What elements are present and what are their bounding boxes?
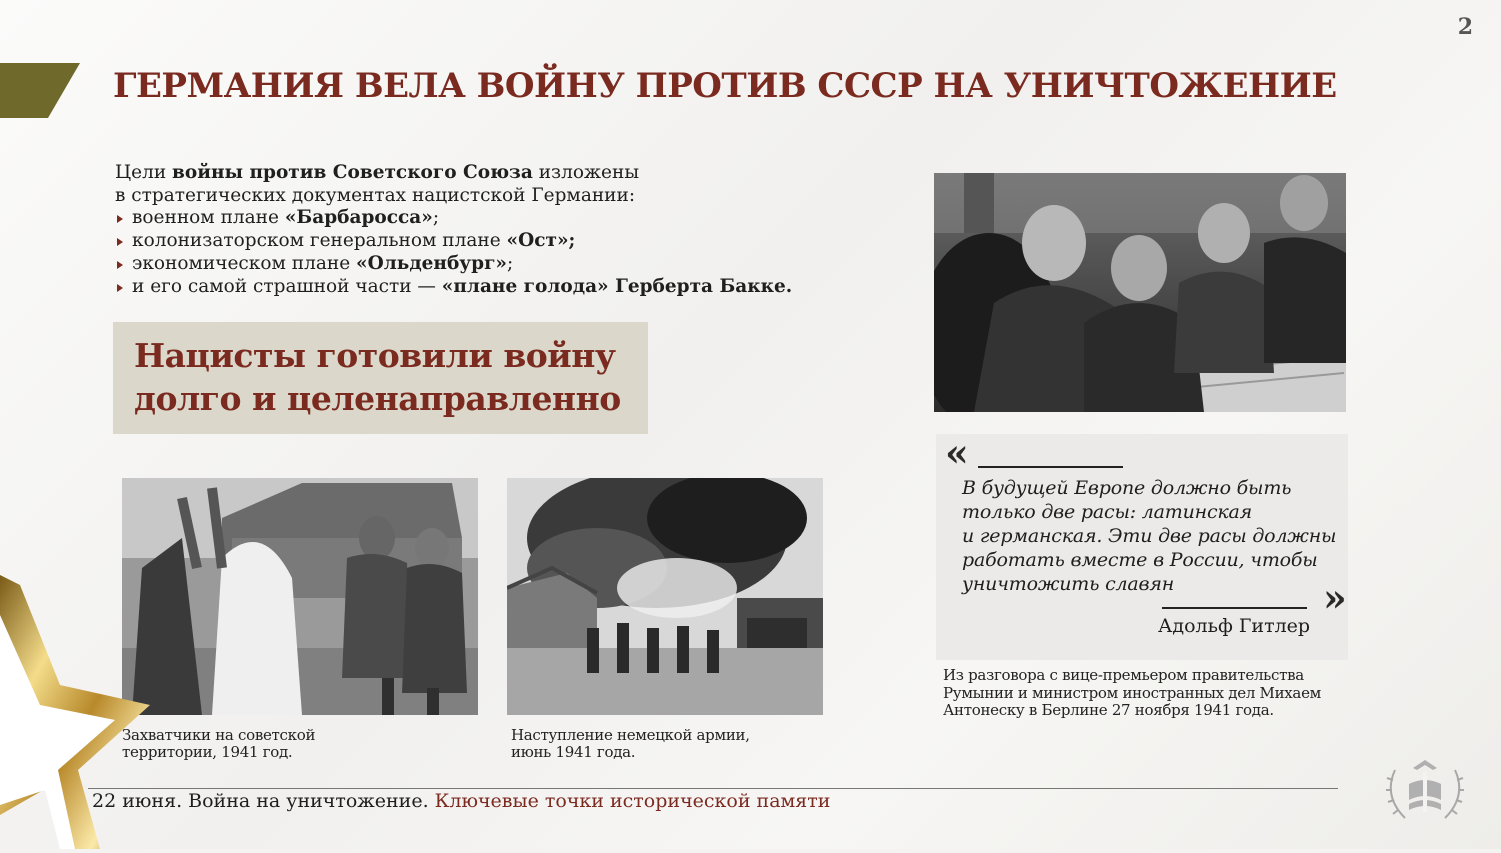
triangle-bullet-icon xyxy=(117,261,123,269)
triangle-bullet-icon xyxy=(117,238,123,246)
quote-text: В будущей Европе должно быть только две расы: латинская и германская. Эти две расы должны работать вместе в России, чтобы уничтожить славян xyxy=(962,477,1337,595)
photo-german-advance-1941 xyxy=(507,478,823,715)
callout-box xyxy=(113,322,648,434)
goals-list xyxy=(115,207,835,298)
quote-divider-top xyxy=(978,466,1123,468)
quote-source: Из разговора с вице-премьером правительства Румынии и министром иностранных дел Михаем Антонеску в Берлине 27 ноября 1941 года. xyxy=(943,666,1322,719)
list-item: экономическом плане «Ольденбург»; xyxy=(115,253,835,276)
list-item: колонизаторском генеральном плане «Ост»; xyxy=(115,230,835,253)
intro-line-2: в стратегических документах нацистской Германии: xyxy=(115,184,636,206)
triangle-bullet-icon xyxy=(117,284,123,292)
triangle-bullet-icon xyxy=(117,215,123,223)
list-item: военном плане «Барбаросса»; xyxy=(115,207,835,230)
callout-text: Нацисты готовили войну долго и целенаправленно xyxy=(134,336,621,418)
quote-divider-bottom xyxy=(1162,607,1307,609)
intro-text xyxy=(115,162,835,298)
quote-author: Адольф Гитлер xyxy=(1158,615,1311,637)
intro-line-1: Цели войны против Советского Союза изложены xyxy=(115,162,640,183)
list-item: и его самой страшной части — «плане голода» Герберта Бакке. xyxy=(115,276,835,299)
quote-close-mark: » xyxy=(1323,575,1347,620)
caption-invaders: Захватчики на советской территории, 1941 год. xyxy=(122,726,316,761)
photo-invaders-1941 xyxy=(122,478,478,715)
footer-divider xyxy=(88,788,1338,789)
ministry-emblem-icon xyxy=(1383,756,1467,830)
photo-officers-at-map xyxy=(934,173,1346,412)
quote-open-mark: « xyxy=(945,430,969,475)
slide-number: 2 xyxy=(1457,14,1473,40)
caption-advance: Наступление немецкой армии, июнь 1941 года. xyxy=(511,726,750,761)
footer-text: 22 июня. Война на уничтожение. Ключевые точки исторической памяти xyxy=(92,790,831,812)
slide-title: ГЕРМАНИЯ ВЕЛА ВОЙНУ ПРОТИВ СССР НА УНИЧТОЖЕНИЕ xyxy=(113,66,1337,106)
